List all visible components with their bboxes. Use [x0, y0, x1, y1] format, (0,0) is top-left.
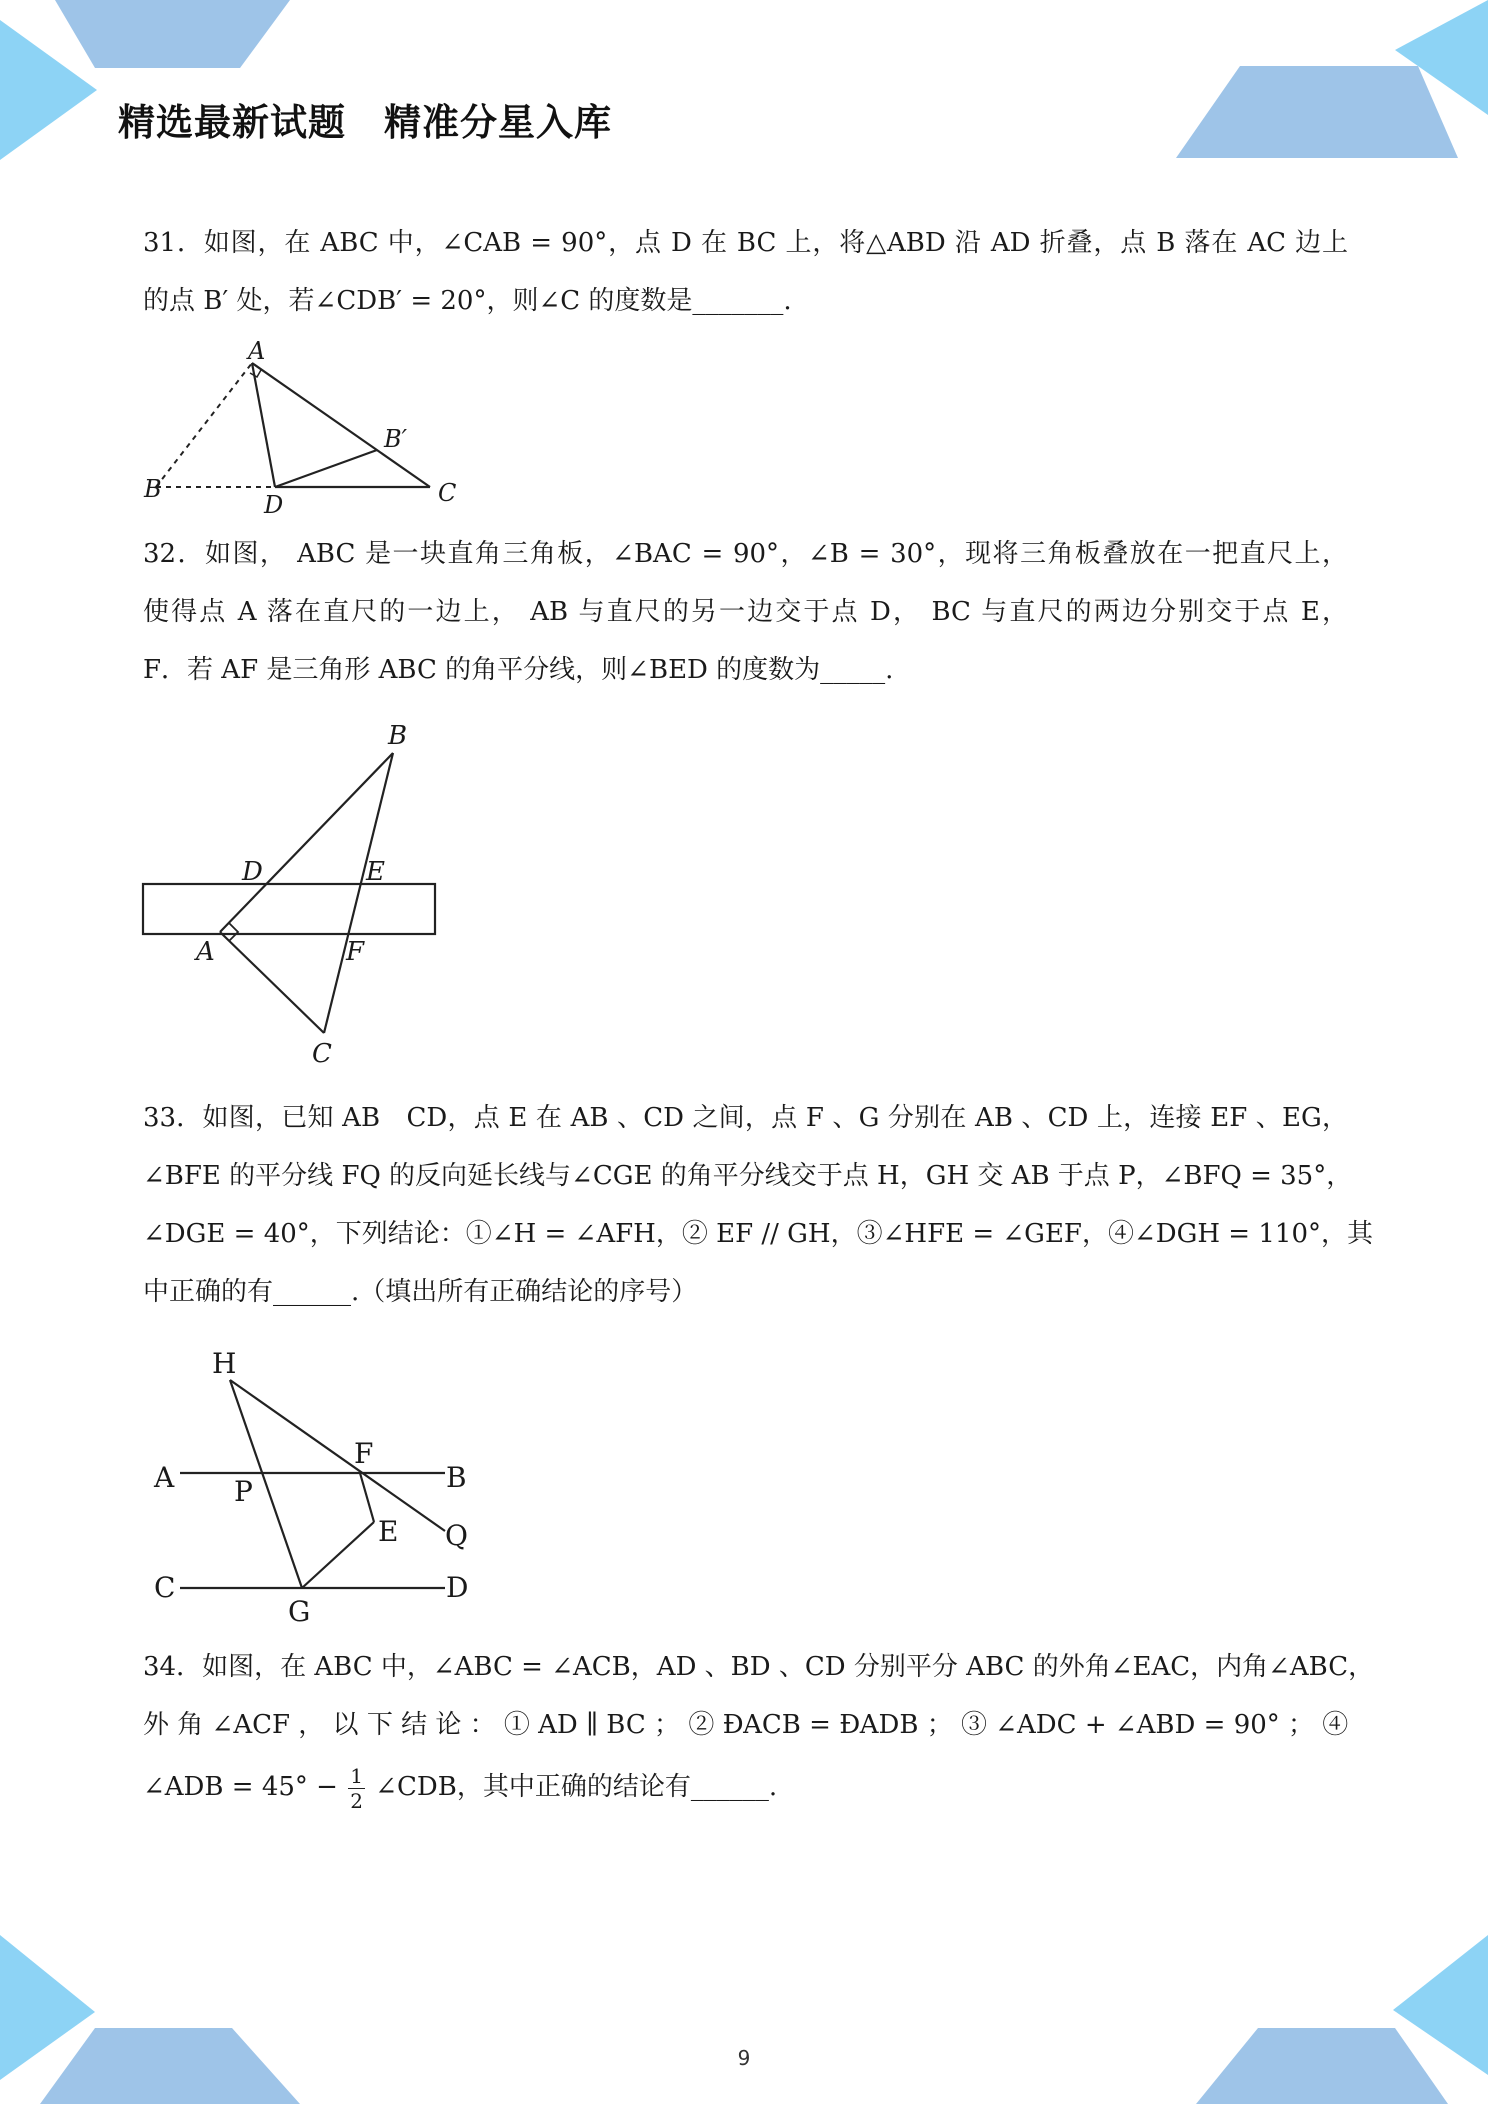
point-label: A: [196, 937, 215, 967]
point-label: A: [154, 1461, 175, 1494]
point-label: D: [264, 491, 284, 515]
point-label: B′: [384, 425, 408, 453]
point-label: C: [312, 1039, 332, 1069]
point-label: D: [446, 1571, 469, 1604]
figure-q33: [140, 1335, 500, 1625]
question-line: 34．如图，在 ABC 中，∠ABC = ∠ACB，AD 、BD 、CD 分别平分 ABC 的外角∠EAC，内角∠ABC，: [143, 1652, 1375, 1682]
point-label: C: [438, 479, 457, 507]
point-label: E: [366, 857, 385, 887]
point-label: Q: [445, 1519, 468, 1552]
point-label: A: [248, 337, 266, 365]
page-header-title: 精选最新试题 精准分星入库: [118, 101, 612, 144]
question-31: [143, 214, 1348, 330]
point-label: G: [288, 1595, 311, 1625]
question-33: [143, 1089, 1373, 1321]
question-34: [143, 1638, 1375, 1820]
formula-suffix: ∠CDB，其中正确的结论有______.: [375, 1772, 778, 1802]
point-label: B: [388, 721, 408, 751]
point-label: D: [242, 857, 263, 887]
question-line: 中正确的有______.（填出所有正确结论的序号）: [143, 1277, 698, 1307]
question-line: 32．如图， ABC 是一块直角三角板，∠BAC = 90°，∠B = 30°，现将三角板叠放在一把直尺上，: [143, 539, 1348, 569]
question-line: ∠BFE 的平分线 FQ 的反向延长线与∠CGE 的角平分线交于点 H，GH 交 AB 于点 P，∠BFQ = 35°，: [143, 1161, 1353, 1191]
point-label: H: [212, 1347, 237, 1380]
question-line: 31．如图，在 ABC 中，∠CAB = 90°，点 D 在 BC 上，将△ABD 沿 AD 折叠，点 B 落在 AC 边上: [143, 228, 1348, 258]
fraction-denominator: 2: [350, 1788, 363, 1813]
question-line: F．若 AF 是三角形 ABC 的角平分线，则∠BED 的度数为_____.: [143, 655, 894, 685]
figure-q32: [140, 710, 460, 1070]
top-left-trapezoid: [55, 0, 290, 68]
formula-prefix: ∠ADB = 45° −: [143, 1772, 338, 1802]
point-label: B: [144, 475, 162, 503]
question-line: 外 角 ∠ACF ， 以 下 结 论 ： ① AD ∥ BC ； ② ÐACB = ÐADB ； ③ ∠ADC + ∠ABD = 90° ； ④: [143, 1710, 1349, 1740]
point-label: F: [354, 1437, 374, 1470]
fraction-numerator: 1: [350, 1763, 363, 1788]
question-32: [143, 525, 1348, 699]
top-right-triangle: [1395, 0, 1488, 115]
fraction: [348, 1764, 365, 1813]
point-label: E: [378, 1515, 399, 1548]
question-line: 使得点 A 落在直尺的一边上， AB 与直尺的另一边交于点 D， BC 与直尺的两边分别交于点 E，: [143, 597, 1348, 627]
question-line: 33．如图，已知 AB CD，点 E 在 AB 、CD 之间，点 F 、G 分别在 AB 、CD 上，连接 EF 、EG，: [143, 1103, 1348, 1133]
point-label: F: [346, 937, 365, 967]
point-label: B: [446, 1461, 467, 1494]
question-line: ∠DGE = 40°，下列结论：①∠H = ∠AFH，② EF // GH，③∠HFE = ∠GEF，④∠DGH = 110°，其: [143, 1219, 1373, 1249]
point-label: P: [234, 1475, 253, 1508]
question-line: 的点 B′ 处，若∠CDB′ = 20°，则∠C 的度数是_______.: [143, 286, 792, 316]
page-number: 9: [737, 2046, 751, 2070]
point-label: C: [154, 1571, 176, 1604]
top-right-trapezoid: [1176, 66, 1458, 158]
top-left-triangle: [0, 20, 97, 160]
question-line-with-fraction: [143, 1754, 1348, 1820]
figure-q31: [140, 335, 470, 515]
